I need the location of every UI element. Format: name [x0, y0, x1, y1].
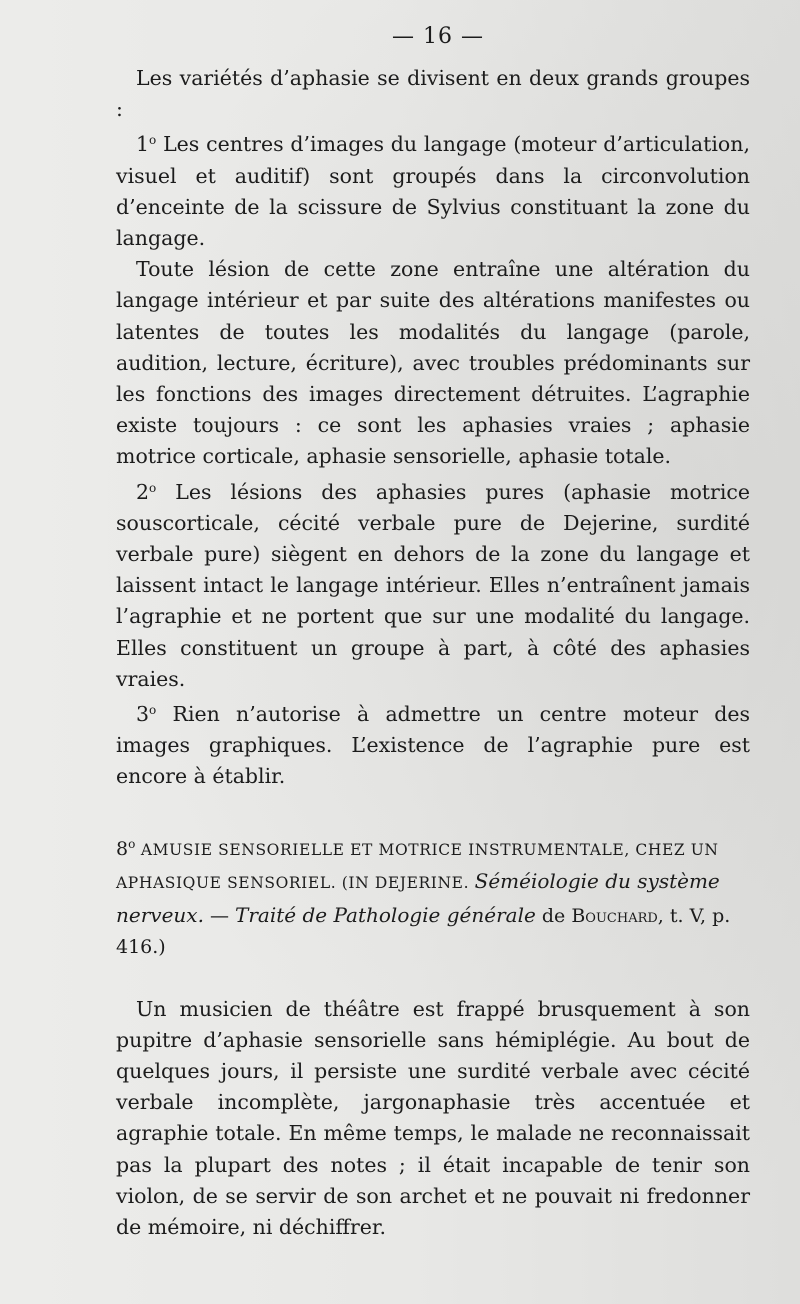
lesion-paragraph: Toute lésion de cette zone entraîne une altération du langage intérieur et par suite des altérations manifestes ou latentes de toutes les modalités du langage (parole, audition, lecture, écriture), avec troubles prédominants sur les fonctions des images directement détruites. L’agraphie existe toujours : ce sont les aphasies vraies ; aphasie motrice corticale, aphasie sensorielle, aphasie totale.	[116, 257, 750, 469]
group-one-paragraph	[116, 125, 750, 254]
group-three-number: 3	[136, 702, 150, 727]
reference-volume-page: , t. V, p. 416.)	[116, 904, 731, 959]
group-three-ordinal: o	[149, 703, 157, 718]
intro-paragraph: Les variétés d’aphasie se divisent en deux grands groupes :	[116, 66, 750, 122]
reference-number: 8	[116, 837, 129, 860]
group-two-paragraph	[116, 473, 750, 695]
bibliography-reference	[116, 829, 750, 964]
reference-title: AMUSIE SENSORIELLE ET MOTRICE INSTRUMENTALE, CHEZ UN APHASIQUE SENSORIEL. (IN DEJERINE.	[116, 840, 719, 893]
reference-ordinal: o	[128, 836, 136, 851]
case-paragraph: Un musicien de théâtre est frappé brusquement à son pupitre d’aphasie sensorielle sans hémiplégie. Au bout de quelques jours, il persiste une surdité verbale avec cécité verbale incomplète, jargonaphasie très accentuée et agraphie totale. En même temps, le malade ne reconnaissait pas la plupart des notes ; il était incapable de tenir son violon, de se servir de son archet et ne pouvait ni fredonner de mémoire, ni déchiffrer.	[116, 996, 750, 1240]
group-one-ordinal: o	[149, 133, 157, 148]
group-one-text: Les centres d’images du langage (moteur d’articulation, visuel et auditif) sont groupés dans la circonvolution d’enceinte de la scissure de Sylvius constituant la zone du langage.	[116, 132, 750, 251]
reference-treatise-title: Traité de Pathologie générale	[235, 902, 536, 927]
reference-work-title: Séméiologie du système nerveux.	[116, 869, 720, 927]
group-one-number: 1	[136, 132, 150, 157]
reference-dash: —	[203, 904, 236, 927]
section-gap-2	[116, 964, 750, 994]
page-number: — 16 —	[392, 24, 484, 49]
group-two-number: 2	[136, 479, 150, 504]
reference-author: Bouchard	[571, 904, 658, 927]
group-three-paragraph	[116, 695, 750, 793]
group-three-text: Rien n’autorise à admettre un centre moteur des images graphiques. L’existence de l’agraphie pure est encore à établir.	[116, 702, 750, 789]
section-gap	[116, 793, 750, 829]
group-two-ordinal: o	[149, 480, 157, 495]
reference-de: de	[535, 904, 572, 927]
group-two-text: Les lésions des aphasies pures (aphasie motrice souscorticale, cécité verbale pure de Dejerine, surdité verbale pure) siègent en dehors de la zone du langage et laissent intact le langage intérieur. Elles n’entraînent jamais l’agraphie et ne portent que sur une modalité du langage. Elles constituent un groupe à part, à côté des aphasies vraies.	[116, 479, 750, 691]
book-page	[116, 24, 750, 1243]
